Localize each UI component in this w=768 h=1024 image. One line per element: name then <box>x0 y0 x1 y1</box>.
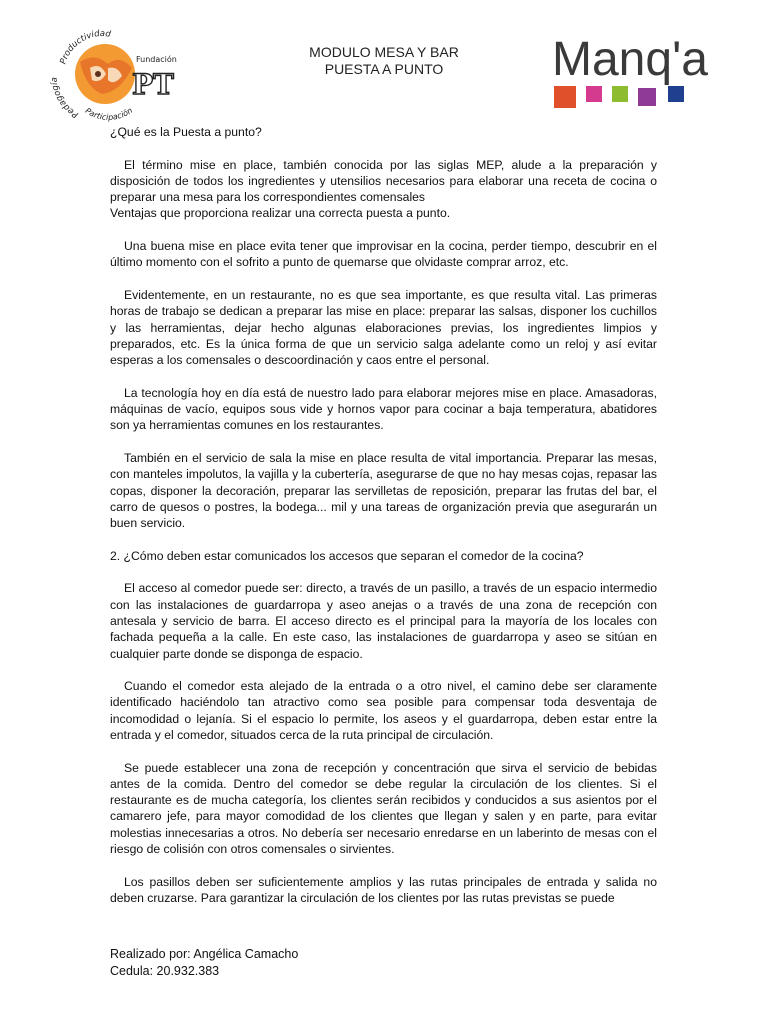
svg-text:Pedagogía <box>50 77 80 120</box>
paragraph-9: Los pasillos deben ser suficientemente amplios y las rutas principales de entrada y salida no deben cruzarse. Para garantizar la circulación de los clientes por las rutas previstas se puede <box>110 874 657 905</box>
logo-ring-top-text: Productividad <box>58 28 112 66</box>
fundacion-pt-logo-icon <box>50 22 180 122</box>
question-1-heading: ¿Qué es la Puesta a punto? <box>110 125 262 139</box>
logo-ring-bottom-text: Participación <box>83 105 135 122</box>
footer-author: Realizado por: Angélica Camacho <box>110 947 299 961</box>
paragraph-6: El acceso al comedor puede ser: directo, a través de un pasillo, a través de un espacio intermedio con las instalaciones de guardarropa y aseo anejas o a través de una zona de recepción con antesala y servicio de barra. El acceso directo es el principal para la mayoría de los locales con fachada pequeña a la calle. En este caso, las instalaciones de guardarropa y aseo se sitúan en cualquier parte donde se disponga de espacio. <box>110 581 657 661</box>
document-title-line1: MODULO MESA Y BAR <box>309 44 459 60</box>
fundacion-pt-logo <box>50 22 180 122</box>
manqa-square-3 <box>612 86 628 102</box>
document-title-block <box>240 44 528 78</box>
svg-text:Participación <box>84 106 135 122</box>
paragraph-1: El término mise en place, también conocida por las siglas MEP, alude a la preparación y disposición de todos los ingredientes y utensilios necesarios para elaborar una receta de cocina o preparar una mesa para los correspondientes comensales <box>110 157 657 205</box>
paragraph-3: Evidentemente, en un restaurante, no es que sea importante, es que resulta vital. Las primeras horas de trabajo se dedican a preparar las mise en place: preparar las salsas, disponer los cuchillos y las herramientas, dejar hecho algunas elaboraciones previas, los ingredientes limpios y preparados, etc. Es la única forma de que un servicio salga adelante como un reloj y así evitar esperas a los comensales o descoordinación y caos entre el personal. <box>110 287 657 368</box>
page-header <box>0 0 768 120</box>
footer-id-number: Cedula: 20.932.383 <box>110 963 220 978</box>
logo-monogram: PT <box>132 68 174 101</box>
paragraph-5: También en el servicio de sala la mise en place resulta de vital importancia. Preparar las mesas, con manteles impolutos, la vajilla y la cubertería, asegurarse de que no hay mesas cojas, repasar las copas, disponer la decoración, preparar las servilletas de reposición, preparar las frutas del bar, el carro de quesos o postres, la bodega... mil y una tareas de organización previa que asegurarán un buen servicio. <box>110 450 657 531</box>
paragraph-1-continued: Ventajas que proporciona realizar una correcta puesta a punto. <box>110 206 451 221</box>
question-2-heading: 2. ¿Cómo deben estar comunicados los accesos que separan el comedor de la cocina? <box>110 548 584 563</box>
paragraph-2: Una buena mise en place evita tener que improvisar en la cocina, perder tiempo, descubrir en el último momento con el sofrito a punto de quemarse que olvidaste comprar arroz, etc. <box>110 239 657 270</box>
paragraph-8: Se puede establecer una zona de recepción y concentración que sirva el servicio de bebidas antes de la comida. Dentro del comedor se debe regular la circulación de los clientes. Si el restaurante es de mucha categoría, los clientes serán recibidos y conducidos a sus asientos por el camarero jefe, para mayor comodidad de los clientes que llegan y salen y en parte, para evitar molestias innecesarias a otros. No debería ser necesario enredarse en un laberinto de mesas con el riesgo de colisión con otros comensales o sirvientes. <box>110 760 657 857</box>
paragraph-7: Cuando el comedor esta alejado de la entrada o a otro nivel, el camino debe ser claramente identificado haciéndolo tan atractivo como sea posible para compensar toda desventaja de incomodidad o lejanía. Si el espacio lo permite, los aseos y el guardarropa, deben estar entre la entrada y el comedor, situados cerca de la ruta principal de circulación. <box>110 679 657 742</box>
manqa-square-5 <box>668 86 684 102</box>
logo-org-label: Fundación <box>136 55 177 64</box>
logo-ring-left-text: Pedagogía <box>50 76 81 120</box>
manqa-logo-text: Manq'a <box>552 33 708 86</box>
manqa-square-1 <box>554 86 576 108</box>
page-footer <box>110 946 510 979</box>
manqa-square-4 <box>638 88 656 106</box>
manqa-square-2 <box>586 86 602 102</box>
paragraph-4: La tecnología hoy en día está de nuestro lado para elaborar mejores mise en place. Amasadoras, máquinas de vacío, equipos sous vide y hornos vapor para cocinar a baja temperatura, abatidores son ya herramientas comunes en los restaurantes. <box>110 385 657 433</box>
document-body <box>110 124 657 923</box>
manqa-logo <box>552 33 708 114</box>
document-title-line2: PUESTA A PUNTO <box>324 61 444 77</box>
